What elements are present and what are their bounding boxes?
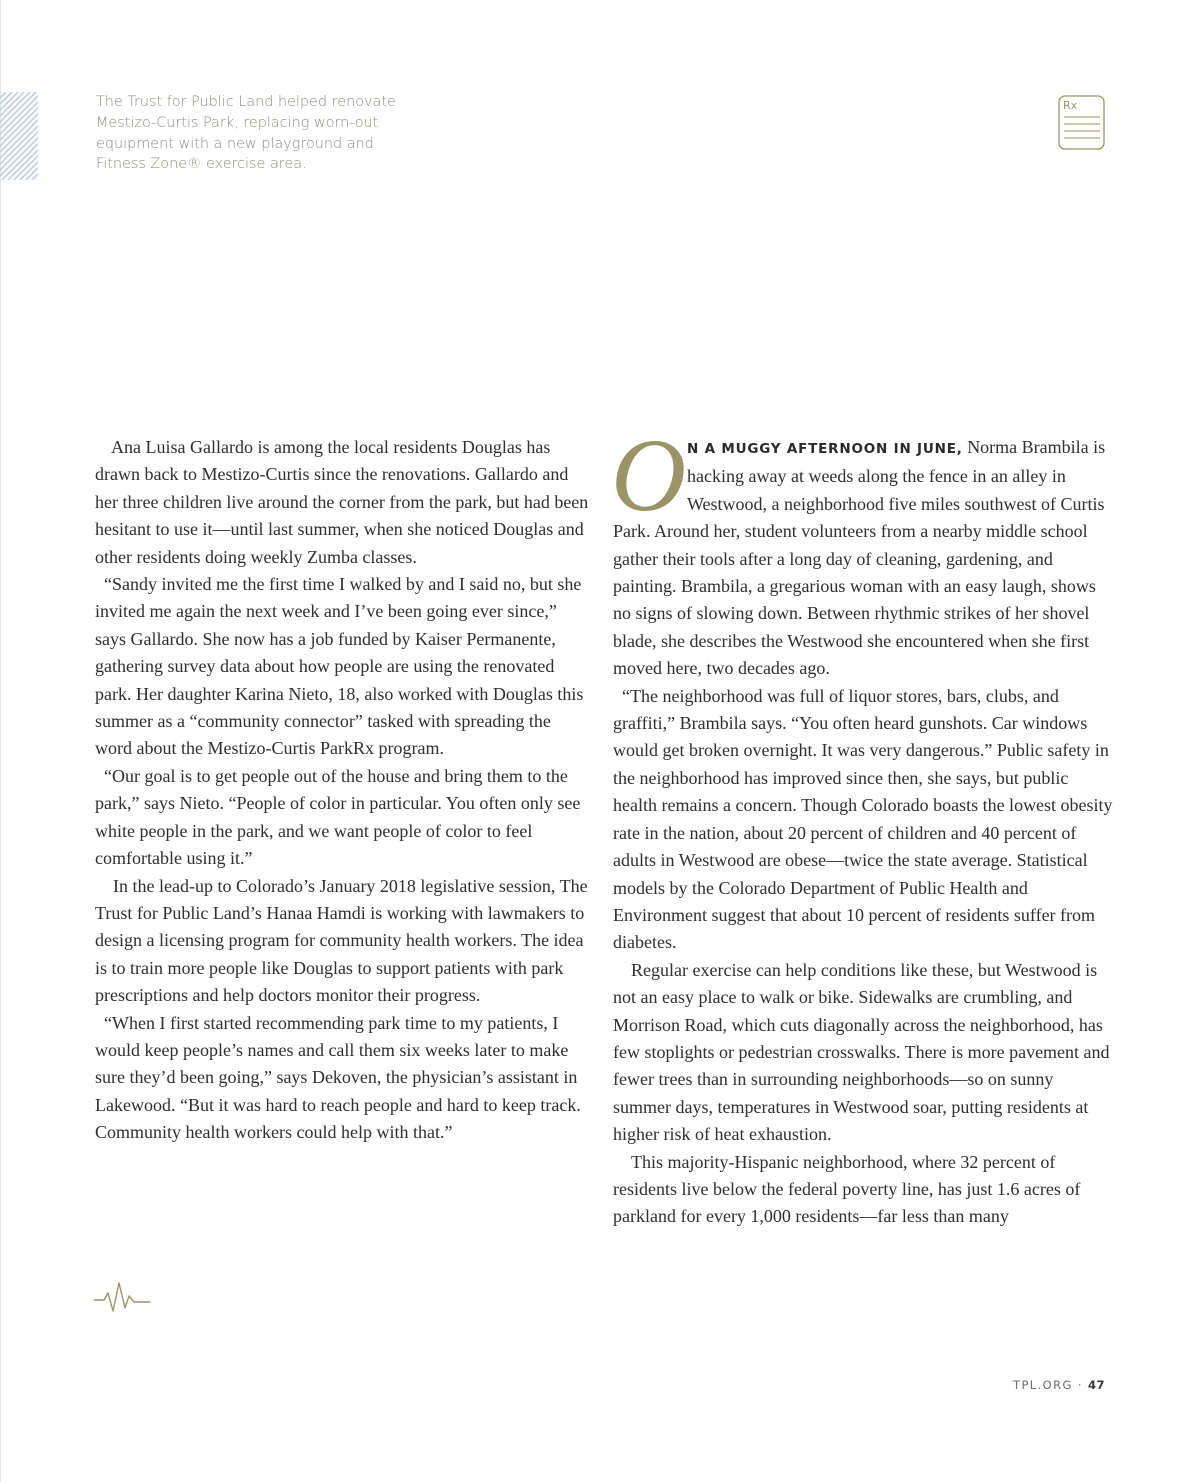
right-text-column: [611, 418, 1113, 1231]
lead-in-text: N A MUGGY AFTERNOON IN JUNE,: [687, 441, 963, 457]
body-paragraph: “Our goal is to get people out of the house and bring them to the park,” says Nieto. “People of color in particular. You often only see white people in the park, and we want people of color to feel comfortable using it.”: [95, 765, 581, 869]
page-edge-rule: [0, 0, 1, 1482]
body-paragraph: Regular exercise can help conditions like these, but Westwood is not an easy place to walk or bike. Sidewalks are crumbling, and Morrison Road, which cuts diagonally across the neighborhood, has few stoplights or pedestrian crosswalks. There is more pavement and fewer trees than in surrounding neighborhoods—so on sunny summer days, temperatures in Westwood soar, putting residents at higher risk of heat exhaustion.: [613, 959, 1110, 1145]
opening-paragraph: [611, 418, 1113, 683]
body-paragraph: “Sandy invited me the first time I walked by and I said no, but she invited me again the next week and I’ve been going ever since,” says Gallardo. She now has a job funded by Kaiser Permanente, gathering survey data about how people are using the renovated park. Her daughter Karina Nieto, 18, also worked with Douglas this summer as a “community connector” tasked with spreading the word about the Mestizo-Curtis ParkRx program.: [95, 574, 584, 759]
heartbeat-line-icon: [94, 1280, 152, 1314]
rx-icon-label: Rx: [1063, 99, 1078, 112]
folio-site: TPL.ORG: [1013, 1378, 1073, 1392]
body-paragraph: “The neighborhood was full of liquor stores, bars, clubs, and graffiti,” Brambila says. “You often heard gunshots. Car windows would get broken overnight. It was very dangerous.” Public safety in the neighborhood has improved since then, she says, but public health remains a concern. Though Colorado boasts the lowest obesity rate in the nation, about 20 percent of children and 40 percent of adults in Westwood are obese—twice the state average. Statistical models by the Colorado Department of Public Health and Environment suggest that about 10 percent of residents suffer from diabetes.: [613, 685, 1113, 953]
body-paragraph: “When I first started recommending park time to my patients, I would keep people’s names and call them six weeks later to make sure they’d been going,” says Dekoven, the physician’s assistant in Lakewood. “But it was hard to reach people and hard to keep track. Community health workers could help with that.”: [95, 1012, 581, 1143]
drop-cap: O: [611, 418, 687, 533]
opening-paragraph-text: Norma Brambila is hacking away at weeds along the fence in an alley in Westwood, a neighborhood five miles southwest of Curtis Park. Around her, student volunteers from a nearby middle school gather their tools after a long day of cleaning, gardening, and painting. Brambila, a gregarious woman with an easy laugh, shows no signs of slowing down. Between rhythmic strikes of her shovel blade, she describes the Westwood she encountered when she first moved here, two decades ago.: [613, 437, 1106, 679]
body-paragraph: This majority-Hispanic neighborhood, where 32 percent of residents live below the federal poverty line, has just 1.6 acres of parkland for every 1,000 residents—far less than many: [613, 1151, 1081, 1227]
page-folio: [1013, 1378, 1105, 1392]
hatch-pattern-decoration: [0, 92, 38, 180]
body-paragraph: In the lead-up to Colorado’s January 2018 legislative session, The Trust for Public Land’s Hanaa Hamdi is working with lawmakers to design a licensing program for community health workers. The idea is to train more people like Douglas to support patients with park prescriptions and help doctors monitor their progress.: [95, 875, 588, 1006]
body-paragraph: Ana Luisa Gallardo is among the local residents Douglas has drawn back to Mestizo-Curtis since the renovations. Gallardo and her three children live around the corner from the park, but had been hesitant to use it—until last summer, when she noticed Douglas and other residents doing weekly Zumba classes.: [95, 437, 589, 567]
prescription-pad-icon: [1058, 95, 1106, 151]
page-number: 47: [1087, 1378, 1105, 1392]
left-text-column: [95, 434, 590, 1147]
photo-caption: The Trust for Public Land helped renovate Mestizo-Curtis Park, replacing worn-out equipment with a new playground and Fitness Zone® exercise area.: [96, 94, 396, 173]
folio-separator: ·: [1077, 1378, 1083, 1392]
